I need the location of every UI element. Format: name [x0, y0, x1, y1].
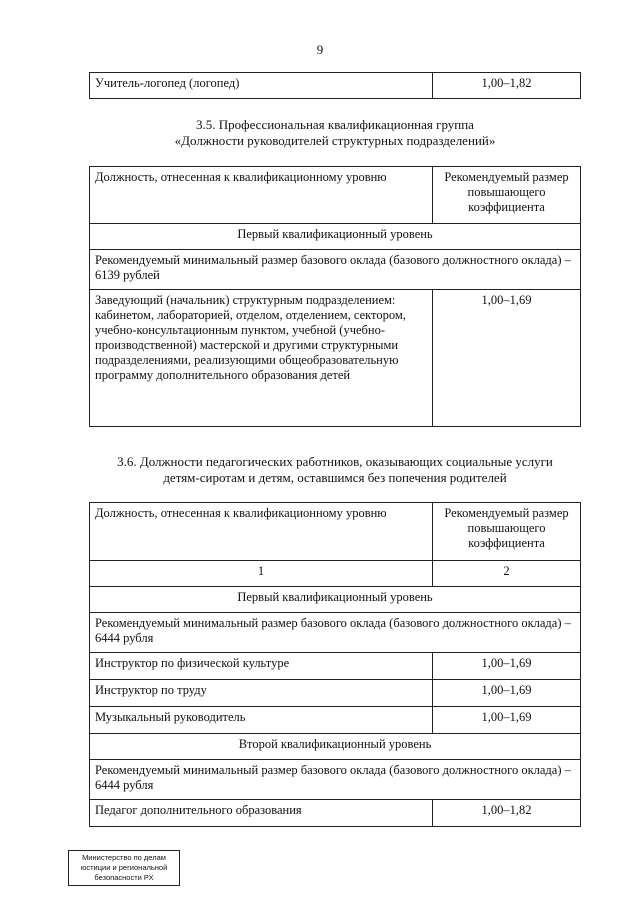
salary-text: Рекомендуемый минимальный размер базового оклада (базового должностного оклада) – 6444 рубля	[90, 613, 581, 653]
level-row	[90, 734, 581, 760]
table-row	[90, 653, 581, 680]
section-3-6-heading: 3.6. Должности педагогических работников, оказывающих социальные услуги детям-сиротам и детям, оставшимся без попечения родителей	[117, 454, 553, 485]
column-header-coefficient: Рекомендуемый размер повышающего коэффициента	[433, 503, 581, 561]
column-number-row	[90, 561, 581, 587]
section-3-6-table	[89, 502, 581, 827]
column-number-2: 2	[433, 561, 581, 587]
salary-row	[90, 250, 581, 290]
level-row	[90, 587, 581, 613]
table-row	[90, 800, 581, 827]
column-number-1: 1	[90, 561, 433, 587]
coefficient-cell: 1,00–1,69	[433, 707, 581, 734]
header-row	[90, 167, 581, 224]
position-cell: Заведующий (начальник) структурным подразделением: кабинетом, лабораторией, отделом, отделением, сектором, учебно-консультационным пунктом, учебной (учебно-производственной) мастерской и другими структурными подразделениями, реализующими общеобразовательную программу дополнительного образования детей	[90, 290, 433, 427]
level-row	[90, 224, 581, 250]
coefficient-cell: 1,00–1,69	[433, 680, 581, 707]
coefficient-cell: 1,00–1,69	[433, 653, 581, 680]
column-header-coefficient: Рекомендуемый размер повышающего коэффициента	[433, 167, 581, 224]
position-cell: Инструктор по физической культуре	[90, 653, 433, 680]
salary-row	[90, 760, 581, 800]
section-3-5-heading: 3.5. Профессиональная квалификационная группа «Должности руководителей структурных подразделений»	[174, 117, 496, 148]
position-cell: Педагог дополнительного образования	[90, 800, 433, 827]
column-header-position: Должность, отнесенная к квалификационному уровню	[90, 167, 433, 224]
salary-text: Рекомендуемый минимальный размер базового оклада (базового должностного оклада) – 6139 рублей	[90, 250, 581, 290]
position-cell: Учитель-логопед (логопед)	[90, 73, 433, 99]
salary-row	[90, 613, 581, 653]
level-title: Второй квалификационный уровень	[90, 734, 581, 760]
table-row	[90, 290, 581, 427]
top-table	[89, 72, 581, 99]
header-row	[90, 503, 581, 561]
page-number: 9	[316, 42, 324, 57]
coefficient-cell: 1,00–1,82	[433, 800, 581, 827]
column-header-position: Должность, отнесенная к квалификационному уровню	[90, 503, 433, 561]
level-title: Первый квалификационный уровень	[90, 224, 581, 250]
position-cell: Музыкальный руководитель	[90, 707, 433, 734]
table-row	[90, 680, 581, 707]
section-3-5-table	[89, 166, 581, 427]
coefficient-cell: 1,00–1,82	[433, 73, 581, 99]
table-row	[90, 707, 581, 734]
position-cell: Инструктор по труду	[90, 680, 433, 707]
table-row	[90, 73, 581, 99]
level-title: Первый квалификационный уровень	[90, 587, 581, 613]
coefficient-cell: 1,00–1,69	[433, 290, 581, 427]
ministry-stamp: Министерство по делам юстиции и региональной безопасности РХ	[68, 850, 180, 886]
salary-text: Рекомендуемый минимальный размер базового оклада (базового должностного оклада) – 6444 рубля	[90, 760, 581, 800]
